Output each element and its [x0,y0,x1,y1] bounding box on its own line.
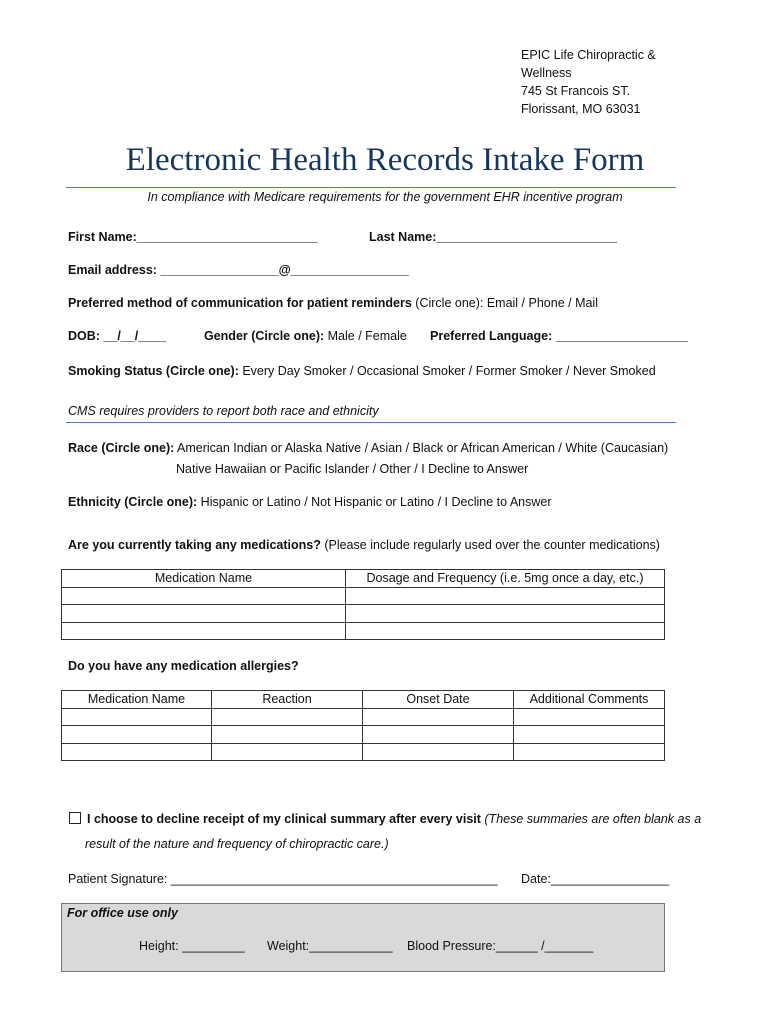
table-cell[interactable] [62,708,212,726]
table-cell[interactable] [346,605,665,623]
table-row [62,743,665,761]
decline-summary-checkbox[interactable] [69,812,81,824]
table-cell[interactable] [514,726,665,744]
column-header: Medication Name [62,570,346,588]
height-field[interactable]: Height: _________ [139,939,245,953]
decline-summary-line2: result of the nature and frequency of chiropractic care.) [85,837,389,851]
table-cell[interactable] [514,743,665,761]
address-line: 745 St Francois ST. [521,84,631,98]
table-row [62,708,665,726]
first-name-field[interactable]: First Name:__________________________ [68,230,318,244]
table-cell[interactable] [363,743,514,761]
gender-row[interactable] [204,329,407,343]
smoking-label: Smoking Status (Circle one): [68,364,239,378]
table-row [62,587,665,605]
ethnicity-label: Ethnicity (Circle one): [68,495,198,509]
dob-field[interactable]: DOB: __/__/____ [68,329,166,343]
language-field[interactable]: Preferred Language: ___________________ [430,329,688,343]
medications-question-text: Are you currently taking any medications? [68,538,321,552]
column-header: Onset Date [363,691,514,709]
table-cell[interactable] [62,605,346,623]
table-cell[interactable] [363,726,514,744]
table-cell[interactable] [212,708,363,726]
column-header: Dosage and Frequency (i.e. 5mg once a day, etc.) [346,570,665,588]
form-title: Electronic Health Records Intake Form [125,142,645,178]
decline-summary-label: I choose to decline receipt of my clinical summary after every visit [87,812,481,826]
medications-question [68,538,660,552]
decline-summary-note: (These summaries are often blank as a [480,812,702,826]
email-field[interactable]: Email address: _________________@_________________ [68,263,409,277]
ethnicity-row[interactable] [68,495,552,509]
table-row [62,605,665,623]
column-header: Medication Name [62,691,212,709]
preferred-method-label: Preferred method of communication for patient reminders [68,296,412,310]
race-options-line2[interactable]: Native Hawaiian or Pacific Islander / Other / I Decline to Answer [176,462,529,476]
medications-table [61,569,665,640]
table-cell[interactable] [346,587,665,605]
table-cell[interactable] [514,708,665,726]
table-header-row [62,570,665,588]
table-row [62,726,665,744]
medications-note: (Please include regularly used over the counter medications) [320,538,660,552]
allergies-table [61,690,665,761]
table-cell[interactable] [346,622,665,640]
table-cell[interactable] [212,743,363,761]
office-use-box [61,903,665,972]
last-name-field[interactable]: Last Name:__________________________ [369,230,618,244]
race-options-line1[interactable]: American Indian or Alaska Native / Asian / Black or African American / White (Caucasian) [177,441,669,455]
address-line: Wellness [521,66,572,80]
race-label: Race (Circle one): [68,441,175,455]
patient-signature-field[interactable]: Patient Signature: _______________________________________________ [68,872,498,886]
ethnicity-options[interactable]: Hispanic or Latino / Not Hispanic or Latino / I Decline to Answer [197,495,552,509]
office-use-heading: For office use only [67,906,178,920]
cms-divider [66,422,676,423]
preferred-method-row[interactable] [68,296,598,310]
table-cell[interactable] [62,726,212,744]
weight-field[interactable]: Weight:____________ [267,939,393,953]
table-cell[interactable] [62,587,346,605]
signature-date-field[interactable]: Date:_________________ [521,872,670,886]
address-line: EPIC Life Chiropractic & [521,48,656,62]
gender-options[interactable]: Male / Female [324,329,407,343]
title-divider [66,187,676,188]
cms-note: CMS requires providers to report both race and ethnicity [68,404,379,418]
blood-pressure-field[interactable]: Blood Pressure:______ /_______ [407,939,594,953]
address-line: Florissant, MO 63031 [521,102,641,116]
smoking-options[interactable]: Every Day Smoker / Occasional Smoker / Former Smoker / Never Smoked [238,364,656,378]
gender-label: Gender (Circle one): [204,329,325,343]
table-cell[interactable] [62,622,346,640]
table-row [62,622,665,640]
decline-summary-line1 [87,812,701,826]
form-subtitle: In compliance with Medicare requirements for the government EHR incentive program [147,190,623,204]
table-cell[interactable] [62,743,212,761]
column-header: Reaction [212,691,363,709]
allergies-question: Do you have any medication allergies? [68,659,299,673]
smoking-row[interactable] [68,364,656,378]
column-header: Additional Comments [514,691,665,709]
table-cell[interactable] [363,708,514,726]
preferred-method-options[interactable]: (Circle one): Email / Phone / Mail [411,296,598,310]
practice-address [521,46,681,118]
table-header-row [62,691,665,709]
table-cell[interactable] [212,726,363,744]
